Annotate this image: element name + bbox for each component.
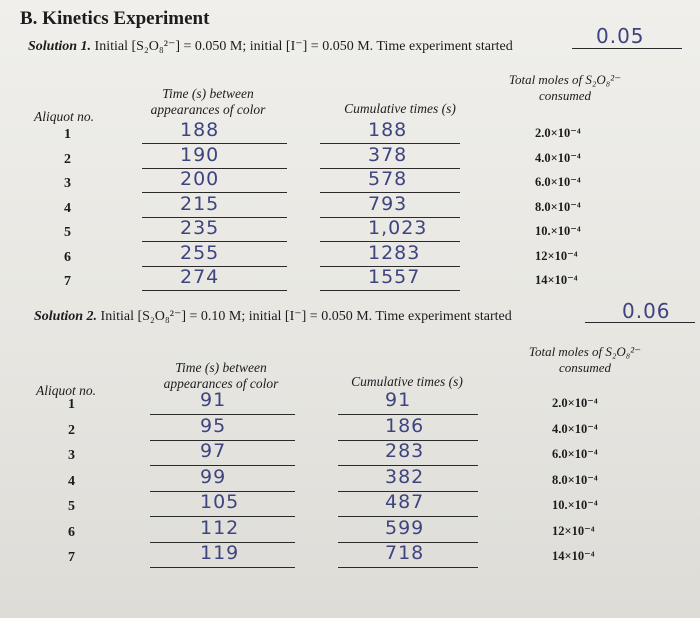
time-entry-line <box>150 567 295 568</box>
aliquot-number: 5 <box>68 499 75 514</box>
time-entry-line <box>142 290 287 291</box>
moles-consumed-value: 8.0×10⁻⁴ <box>552 472 598 487</box>
cumulative-time-value: 378 <box>368 143 408 166</box>
s2-header-cumulative: Cumulative times (s) <box>351 374 463 389</box>
cumulative-time-value: 1283 <box>368 241 421 264</box>
moles-consumed-value: 8.0×10⁻⁴ <box>535 199 581 214</box>
time-between-value: 190 <box>180 143 220 166</box>
aliquot-number: 4 <box>64 200 71 216</box>
cumulative-time-value: 1,023 <box>368 217 428 239</box>
cumulative-time-value: 91 <box>385 389 412 411</box>
section-title: B. Kinetics Experiment <box>20 8 210 29</box>
s1-header-time-between: Time (s) between appearances of color <box>150 86 266 117</box>
moles-consumed-value: 2.0×10⁻⁴ <box>552 396 598 410</box>
time-between-value: 95 <box>200 414 227 437</box>
time-between-value: 112 <box>200 516 240 539</box>
time-between-value: 235 <box>180 217 220 239</box>
cumulative-time-value: 578 <box>368 168 408 190</box>
moles-consumed-value: 14×10⁻⁴ <box>552 549 595 563</box>
s2-header-aliquot: Aliquot no. <box>36 383 96 398</box>
time-between-value: 200 <box>180 168 220 190</box>
cumulative-entry-line <box>320 290 460 291</box>
moles-consumed-value: 10.×10⁻⁴ <box>535 224 581 238</box>
solution1-label: Solution 1. <box>28 39 92 54</box>
moles-consumed-value: 6.0×10⁻⁴ <box>552 447 598 461</box>
aliquot-number: 7 <box>64 274 71 289</box>
cumulative-time-value: 186 <box>385 414 425 437</box>
cumulative-time-value: 599 <box>385 516 425 539</box>
moles-consumed-value: 14×10⁻⁴ <box>535 273 578 287</box>
cumulative-entry-line <box>338 567 478 568</box>
solution2-label: Solution 2. <box>34 309 98 324</box>
s1-header-aliquot: Aliquot no. <box>34 109 94 124</box>
cumulative-time-value: 793 <box>368 192 408 215</box>
moles-consumed-value: 4.0×10⁻⁴ <box>552 421 598 436</box>
cumulative-time-value: 1557 <box>368 266 421 288</box>
aliquot-number: 1 <box>68 397 75 412</box>
solution1-start-line <box>572 48 682 49</box>
s1-header-moles: Total moles of S₂O₈²⁻ consumed <box>508 72 622 103</box>
cumulative-time-value: 188 <box>368 119 408 141</box>
aliquot-number: 5 <box>64 225 71 240</box>
moles-consumed-value: 12×10⁻⁴ <box>535 248 578 263</box>
aliquot-number: 6 <box>68 524 75 540</box>
moles-consumed-value: 4.0×10⁻⁴ <box>535 150 581 165</box>
solution1-conditions: Initial [S₂O₈²⁻] = 0.050 M; initial [I⁻] = 0.050 M. Time experiment started <box>94 39 513 54</box>
aliquot-number: 2 <box>68 422 75 438</box>
time-between-value: 255 <box>180 241 220 264</box>
aliquot-number: 2 <box>64 151 71 167</box>
aliquot-number: 6 <box>64 249 71 265</box>
solution1-line <box>28 38 513 55</box>
aliquot-number: 3 <box>68 448 75 463</box>
moles-consumed-value: 2.0×10⁻⁴ <box>535 126 581 140</box>
time-between-value: 97 <box>200 440 227 462</box>
cumulative-time-value: 283 <box>385 440 425 462</box>
moles-consumed-value: 6.0×10⁻⁴ <box>535 175 581 189</box>
time-between-value: 105 <box>200 491 240 513</box>
cumulative-time-value: 718 <box>385 542 425 564</box>
time-between-value: 215 <box>180 192 220 215</box>
solution2-line <box>34 308 512 325</box>
time-between-value: 99 <box>200 465 227 488</box>
aliquot-number: 4 <box>68 473 75 489</box>
time-between-value: 188 <box>180 119 220 141</box>
aliquot-number: 3 <box>64 176 71 191</box>
moles-consumed-value: 12×10⁻⁴ <box>552 523 595 538</box>
cumulative-time-value: 487 <box>385 491 425 513</box>
solution2-start-time: 0.06 <box>622 299 671 323</box>
solution1-start-time: 0.05 <box>596 24 645 48</box>
aliquot-number: 1 <box>64 127 71 142</box>
s2-header-moles: Total moles of S₂O₈²⁻ consumed <box>528 344 642 375</box>
s1-header-cumulative: Cumulative times (s) <box>344 101 456 116</box>
time-between-value: 91 <box>200 389 227 411</box>
time-between-value: 119 <box>200 542 240 564</box>
cumulative-time-value: 382 <box>385 465 425 488</box>
s2-header-time-between: Time (s) between appearances of color <box>163 360 279 391</box>
time-between-value: 274 <box>180 266 220 288</box>
moles-consumed-value: 10.×10⁻⁴ <box>552 498 598 512</box>
aliquot-number: 7 <box>68 550 75 565</box>
solution2-conditions: Initial [S₂O₈²⁻] = 0.10 M; initial [I⁻] = 0.050 M. Time experiment started <box>100 309 512 324</box>
